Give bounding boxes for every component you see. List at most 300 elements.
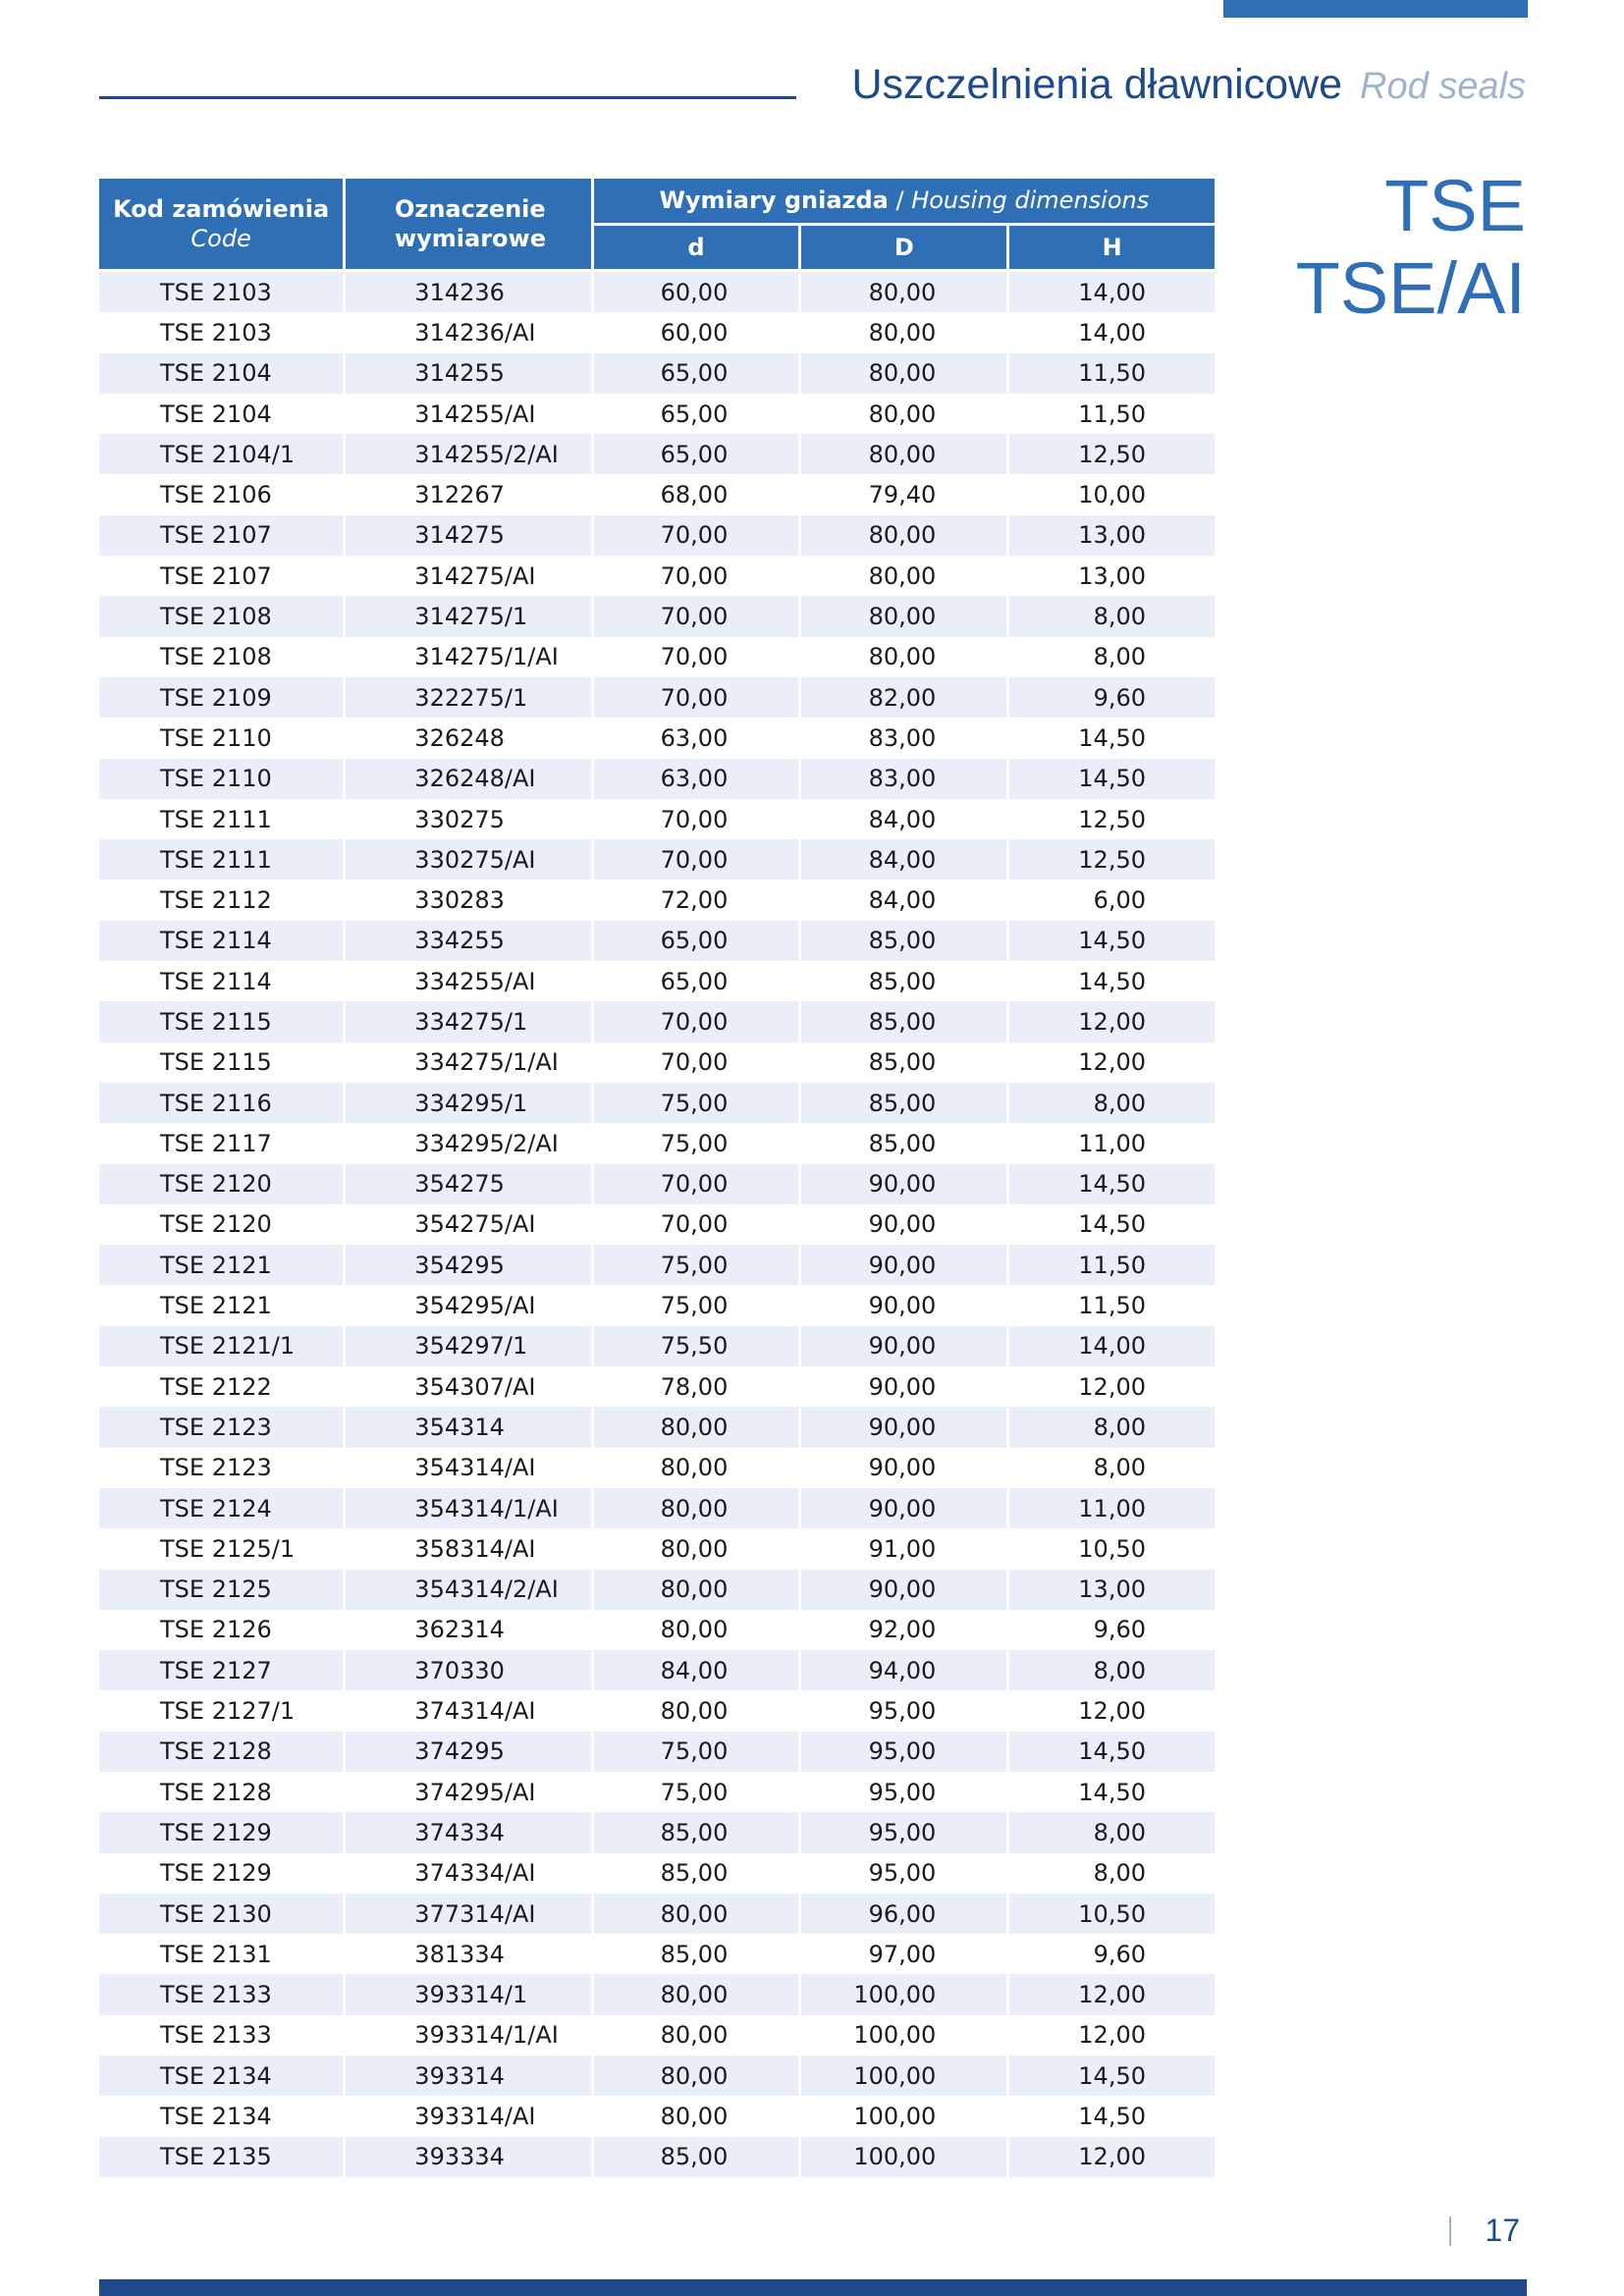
- cell-code: TSE 2127/1: [99, 1690, 343, 1731]
- cell-d: 78,00: [594, 1366, 799, 1407]
- cell-d: 85,00: [594, 1812, 799, 1852]
- cell-code: TSE 2129: [99, 1853, 343, 1894]
- cell-H: 12,50: [1009, 434, 1215, 474]
- cell-D: 80,00: [801, 515, 1006, 556]
- cell-d: 60,00: [594, 312, 799, 352]
- cell-designation: 326248: [346, 718, 590, 758]
- cell-d: 70,00: [594, 1164, 799, 1204]
- cell-H: 14,50: [1009, 2096, 1215, 2136]
- cell-designation: 374334/AI: [346, 1853, 590, 1894]
- cell-d: 80,00: [594, 1974, 799, 2014]
- table-row: [99, 312, 1215, 352]
- seal-dimensions-table: [96, 179, 1218, 2177]
- cell-code: TSE 2111: [99, 839, 343, 880]
- header-rule: [99, 96, 796, 99]
- cell-d: 75,00: [594, 1772, 799, 1812]
- cell-code: TSE 2131: [99, 1934, 343, 1974]
- cell-designation: 393334: [346, 2137, 590, 2177]
- cell-d: 80,00: [594, 1610, 799, 1650]
- cell-code: TSE 2135: [99, 2137, 343, 2177]
- cell-H: 14,50: [1009, 1164, 1215, 1204]
- table-row: [99, 759, 1215, 799]
- cell-code: TSE 2104/1: [99, 434, 343, 474]
- cell-code: TSE 2103: [99, 312, 343, 352]
- cell-D: 83,00: [801, 718, 1006, 758]
- cell-H: 14,50: [1009, 1772, 1215, 1812]
- cell-D: 94,00: [801, 1650, 1006, 1690]
- cell-designation: 314275/1: [346, 596, 590, 636]
- cell-code: TSE 2121/1: [99, 1326, 343, 1366]
- cell-designation: 370330: [346, 1650, 590, 1690]
- title-english: Rod seals: [1360, 66, 1526, 107]
- cell-d: 85,00: [594, 1934, 799, 1974]
- table-row: [99, 1245, 1215, 1285]
- cell-d: 80,00: [594, 1488, 799, 1528]
- table-row: [99, 961, 1215, 1001]
- cell-D: 85,00: [801, 1123, 1006, 1163]
- cell-D: 80,00: [801, 596, 1006, 636]
- cell-code: TSE 2126: [99, 1610, 343, 1650]
- cell-H: 14,50: [1009, 759, 1215, 799]
- cell-d: 70,00: [594, 799, 799, 839]
- cell-code: TSE 2104: [99, 353, 343, 394]
- cell-H: 8,00: [1009, 637, 1215, 677]
- cell-d: 65,00: [594, 394, 799, 434]
- cell-designation: 314236: [346, 272, 590, 312]
- cell-D: 80,00: [801, 394, 1006, 434]
- cell-designation: 314275: [346, 515, 590, 556]
- cell-code: TSE 2106: [99, 474, 343, 514]
- header-code: [99, 179, 343, 272]
- cell-D: 96,00: [801, 1894, 1006, 1934]
- cell-d: 80,00: [594, 1690, 799, 1731]
- table-row: [99, 718, 1215, 758]
- cell-designation: 354314: [346, 1407, 590, 1447]
- cell-D: 90,00: [801, 1285, 1006, 1325]
- cell-d: 60,00: [594, 272, 799, 312]
- cell-d: 68,00: [594, 474, 799, 514]
- cell-code: TSE 2127: [99, 1650, 343, 1690]
- cell-code: TSE 2103: [99, 272, 343, 312]
- cell-H: 8,00: [1009, 1407, 1215, 1447]
- cell-d: 65,00: [594, 921, 799, 961]
- cell-d: 75,00: [594, 1285, 799, 1325]
- table-row: [99, 2096, 1215, 2136]
- cell-d: 63,00: [594, 759, 799, 799]
- cell-designation: 330283: [346, 880, 590, 920]
- cell-designation: 377314/AI: [346, 1894, 590, 1934]
- cell-H: 11,50: [1009, 1245, 1215, 1285]
- cell-D: 85,00: [801, 1042, 1006, 1083]
- cell-H: 12,00: [1009, 1001, 1215, 1041]
- table-row: [99, 1042, 1215, 1083]
- cell-H: 11,00: [1009, 1488, 1215, 1528]
- table-row: [99, 1123, 1215, 1163]
- cell-D: 80,00: [801, 556, 1006, 596]
- cell-d: 75,00: [594, 1245, 799, 1285]
- series-line-2: TSE/AI: [1295, 247, 1526, 329]
- cell-D: 79,40: [801, 474, 1006, 514]
- cell-designation: 393314/1/AI: [346, 2015, 590, 2056]
- table-row: [99, 353, 1215, 394]
- cell-d: 72,00: [594, 880, 799, 920]
- cell-code: TSE 2112: [99, 880, 343, 920]
- cell-H: 8,00: [1009, 1083, 1215, 1123]
- header-group-pl: Wymiary gniazda: [659, 187, 889, 215]
- table-row: [99, 1853, 1215, 1894]
- table-row: [99, 1894, 1215, 1934]
- cell-designation: 322275/1: [346, 677, 590, 718]
- header-housing-dimensions: [594, 179, 1215, 226]
- cell-designation: 374295/AI: [346, 1772, 590, 1812]
- cell-designation: 393314/AI: [346, 2096, 590, 2136]
- table-row: [99, 2137, 1215, 2177]
- table-row: [99, 1001, 1215, 1041]
- header-d: d: [594, 226, 799, 273]
- cell-D: 90,00: [801, 1326, 1006, 1366]
- cell-D: 100,00: [801, 2015, 1006, 2056]
- cell-d: 70,00: [594, 637, 799, 677]
- cell-D: 92,00: [801, 1610, 1006, 1650]
- cell-d: 80,00: [594, 2015, 799, 2056]
- cell-d: 70,00: [594, 556, 799, 596]
- series-line-1: TSE: [1384, 165, 1526, 246]
- cell-code: TSE 2130: [99, 1894, 343, 1934]
- table-row: [99, 1934, 1215, 1974]
- cell-code: TSE 2115: [99, 1001, 343, 1041]
- cell-H: 12,00: [1009, 2137, 1215, 2177]
- cell-designation: 354295/AI: [346, 1285, 590, 1325]
- cell-H: 10,50: [1009, 1894, 1215, 1934]
- top-accent-tab: [1223, 0, 1528, 18]
- table-row: [99, 272, 1215, 312]
- cell-d: 70,00: [594, 1204, 799, 1245]
- table-row: [99, 1448, 1215, 1488]
- cell-designation: 362314: [346, 1610, 590, 1650]
- cell-D: 95,00: [801, 1690, 1006, 1731]
- cell-d: 80,00: [594, 1407, 799, 1447]
- cell-d: 80,00: [594, 1894, 799, 1934]
- table-row: [99, 1690, 1215, 1731]
- cell-D: 100,00: [801, 1974, 1006, 2014]
- cell-D: 90,00: [801, 1366, 1006, 1407]
- cell-D: 95,00: [801, 1772, 1006, 1812]
- cell-H: 13,00: [1009, 515, 1215, 556]
- series-label: [1296, 165, 1526, 330]
- cell-code: TSE 2108: [99, 637, 343, 677]
- cell-d: 80,00: [594, 1570, 799, 1610]
- cell-code: TSE 2116: [99, 1083, 343, 1123]
- title-polish: Uszczelnienia dławnicowe: [851, 61, 1343, 108]
- cell-designation: 354297/1: [346, 1326, 590, 1366]
- cell-H: 14,50: [1009, 718, 1215, 758]
- header-H: H: [1009, 226, 1215, 273]
- cell-H: 14,50: [1009, 2056, 1215, 2096]
- cell-d: 85,00: [594, 2137, 799, 2177]
- cell-H: 8,00: [1009, 1650, 1215, 1690]
- cell-H: 12,00: [1009, 1974, 1215, 2014]
- table-row: [99, 1204, 1215, 1245]
- table-row: [99, 1083, 1215, 1123]
- cell-designation: 334255/AI: [346, 961, 590, 1001]
- cell-D: 80,00: [801, 353, 1006, 394]
- cell-code: TSE 2134: [99, 2056, 343, 2096]
- cell-H: 10,00: [1009, 474, 1215, 514]
- table-row: [99, 880, 1215, 920]
- table-row: [99, 2056, 1215, 2096]
- cell-d: 75,00: [594, 1732, 799, 1772]
- cell-D: 90,00: [801, 1407, 1006, 1447]
- cell-H: 14,50: [1009, 1732, 1215, 1772]
- table-row: [99, 1974, 1215, 2014]
- table-row: [99, 596, 1215, 636]
- cell-designation: 330275/AI: [346, 839, 590, 880]
- cell-H: 9,60: [1009, 1934, 1215, 1974]
- cell-D: 90,00: [801, 1448, 1006, 1488]
- cell-D: 90,00: [801, 1570, 1006, 1610]
- cell-H: 12,00: [1009, 1690, 1215, 1731]
- cell-D: 90,00: [801, 1204, 1006, 1245]
- cell-D: 85,00: [801, 1001, 1006, 1041]
- table-row: [99, 1732, 1215, 1772]
- cell-d: 75,00: [594, 1083, 799, 1123]
- cell-H: 13,00: [1009, 556, 1215, 596]
- cell-d: 65,00: [594, 353, 799, 394]
- cell-H: 8,00: [1009, 596, 1215, 636]
- cell-designation: 354314/AI: [346, 1448, 590, 1488]
- cell-code: TSE 2121: [99, 1285, 343, 1325]
- cell-D: 90,00: [801, 1488, 1006, 1528]
- cell-code: TSE 2108: [99, 596, 343, 636]
- cell-d: 75,00: [594, 1123, 799, 1163]
- cell-code: TSE 2120: [99, 1164, 343, 1204]
- cell-H: 9,60: [1009, 677, 1215, 718]
- cell-D: 100,00: [801, 2056, 1006, 2096]
- cell-H: 9,60: [1009, 1610, 1215, 1650]
- table-row: [99, 1528, 1215, 1569]
- cell-H: 14,00: [1009, 272, 1215, 312]
- cell-H: 8,00: [1009, 1812, 1215, 1852]
- cell-D: 100,00: [801, 2096, 1006, 2136]
- cell-designation: 326248/AI: [346, 759, 590, 799]
- header-code-en: Code: [190, 225, 251, 252]
- table-row: [99, 839, 1215, 880]
- header-D: D: [801, 226, 1006, 273]
- cell-H: 11,50: [1009, 1285, 1215, 1325]
- cell-D: 95,00: [801, 1812, 1006, 1852]
- cell-D: 90,00: [801, 1245, 1006, 1285]
- cell-H: 12,00: [1009, 1366, 1215, 1407]
- cell-H: 12,00: [1009, 2015, 1215, 2056]
- cell-designation: 354307/AI: [346, 1366, 590, 1407]
- cell-d: 80,00: [594, 1448, 799, 1488]
- table-row: [99, 515, 1215, 556]
- cell-H: 8,00: [1009, 1853, 1215, 1894]
- page-number: 17: [1485, 2213, 1520, 2248]
- cell-designation: 312267: [346, 474, 590, 514]
- cell-designation: 393314/1: [346, 1974, 590, 2014]
- table-row: [99, 1570, 1215, 1610]
- cell-D: 80,00: [801, 272, 1006, 312]
- cell-D: 80,00: [801, 312, 1006, 352]
- cell-code: TSE 2125/1: [99, 1528, 343, 1569]
- cell-H: 14,50: [1009, 1204, 1215, 1245]
- cell-code: TSE 2134: [99, 2096, 343, 2136]
- cell-D: 100,00: [801, 2137, 1006, 2177]
- cell-H: 13,00: [1009, 1570, 1215, 1610]
- header-code-pl: Kod zamówienia: [113, 195, 330, 223]
- cell-designation: 314236/AI: [346, 312, 590, 352]
- cell-code: TSE 2123: [99, 1448, 343, 1488]
- cell-d: 85,00: [594, 1853, 799, 1894]
- cell-designation: 381334: [346, 1934, 590, 1974]
- cell-d: 80,00: [594, 1528, 799, 1569]
- cell-code: TSE 2128: [99, 1732, 343, 1772]
- table-row: [99, 474, 1215, 514]
- cell-code: TSE 2110: [99, 718, 343, 758]
- cell-D: 85,00: [801, 1083, 1006, 1123]
- cell-code: TSE 2123: [99, 1407, 343, 1447]
- cell-d: 70,00: [594, 515, 799, 556]
- cell-designation: 314255/AI: [346, 394, 590, 434]
- table-row: [99, 2015, 1215, 2056]
- cell-code: TSE 2110: [99, 759, 343, 799]
- cell-code: TSE 2117: [99, 1123, 343, 1163]
- cell-d: 70,00: [594, 596, 799, 636]
- cell-designation: 314275/1/AI: [346, 637, 590, 677]
- cell-designation: 374295: [346, 1732, 590, 1772]
- cell-designation: 334255: [346, 921, 590, 961]
- cell-d: 80,00: [594, 2056, 799, 2096]
- cell-H: 14,00: [1009, 312, 1215, 352]
- cell-H: 14,50: [1009, 921, 1215, 961]
- table-row: [99, 1407, 1215, 1447]
- cell-D: 85,00: [801, 921, 1006, 961]
- table-row: [99, 1650, 1215, 1690]
- cell-designation: 354314/2/AI: [346, 1570, 590, 1610]
- header-group-en: Housing dimensions: [911, 187, 1150, 215]
- cell-d: 84,00: [594, 1650, 799, 1690]
- table-row: [99, 799, 1215, 839]
- cell-code: TSE 2133: [99, 2015, 343, 2056]
- cell-d: 70,00: [594, 1042, 799, 1083]
- table-row: [99, 434, 1215, 474]
- cell-code: TSE 2115: [99, 1042, 343, 1083]
- cell-code: TSE 2114: [99, 921, 343, 961]
- cell-code: TSE 2128: [99, 1772, 343, 1812]
- cell-D: 80,00: [801, 637, 1006, 677]
- cell-D: 97,00: [801, 1934, 1006, 1974]
- cell-designation: 374314/AI: [346, 1690, 590, 1731]
- cell-designation: 330275: [346, 799, 590, 839]
- table-row: [99, 921, 1215, 961]
- cell-D: 80,00: [801, 434, 1006, 474]
- cell-code: TSE 2107: [99, 556, 343, 596]
- cell-designation: 358314/AI: [346, 1528, 590, 1569]
- cell-H: 11,00: [1009, 1123, 1215, 1163]
- table-row: [99, 1488, 1215, 1528]
- cell-code: TSE 2109: [99, 677, 343, 718]
- cell-designation: 354314/1/AI: [346, 1488, 590, 1528]
- table-row: [99, 637, 1215, 677]
- cell-code: TSE 2129: [99, 1812, 343, 1852]
- cell-code: TSE 2125: [99, 1570, 343, 1610]
- cell-D: 90,00: [801, 1164, 1006, 1204]
- cell-code: TSE 2111: [99, 799, 343, 839]
- table-row: [99, 1164, 1215, 1204]
- cell-designation: 334275/1: [346, 1001, 590, 1041]
- cell-H: 10,50: [1009, 1528, 1215, 1569]
- cell-code: TSE 2107: [99, 515, 343, 556]
- cell-H: 11,50: [1009, 394, 1215, 434]
- table-row: [99, 1366, 1215, 1407]
- cell-D: 82,00: [801, 677, 1006, 718]
- cell-code: TSE 2133: [99, 1974, 343, 2014]
- cell-D: 84,00: [801, 880, 1006, 920]
- cell-D: 84,00: [801, 799, 1006, 839]
- cell-designation: 314255: [346, 353, 590, 394]
- cell-designation: 354295: [346, 1245, 590, 1285]
- header-designation-text: Oznaczenie wymiarowe: [394, 195, 546, 252]
- cell-D: 85,00: [801, 961, 1006, 1001]
- cell-H: 12,50: [1009, 799, 1215, 839]
- cell-d: 80,00: [594, 2096, 799, 2136]
- header-group-sep: /: [888, 187, 912, 215]
- cell-H: 8,00: [1009, 1448, 1215, 1488]
- table-row: [99, 1772, 1215, 1812]
- header-designation: [346, 179, 590, 272]
- cell-d: 65,00: [594, 961, 799, 1001]
- cell-D: 95,00: [801, 1732, 1006, 1772]
- cell-designation: 374334: [346, 1812, 590, 1852]
- cell-code: TSE 2122: [99, 1366, 343, 1407]
- cell-designation: 393314: [346, 2056, 590, 2096]
- cell-d: 70,00: [594, 1001, 799, 1041]
- cell-D: 83,00: [801, 759, 1006, 799]
- table-row: [99, 1326, 1215, 1366]
- cell-designation: 354275/AI: [346, 1204, 590, 1245]
- page-number-divider: [1449, 2216, 1451, 2246]
- cell-d: 63,00: [594, 718, 799, 758]
- page-title: [851, 61, 1526, 109]
- cell-D: 84,00: [801, 839, 1006, 880]
- table-row: [99, 394, 1215, 434]
- cell-designation: 334295/1: [346, 1083, 590, 1123]
- cell-code: TSE 2104: [99, 394, 343, 434]
- cell-code: TSE 2121: [99, 1245, 343, 1285]
- cell-D: 95,00: [801, 1853, 1006, 1894]
- cell-d: 70,00: [594, 677, 799, 718]
- table-body: [99, 272, 1215, 2177]
- cell-designation: 314255/2/AI: [346, 434, 590, 474]
- cell-designation: 334295/2/AI: [346, 1123, 590, 1163]
- table-row: [99, 1285, 1215, 1325]
- cell-H: 11,50: [1009, 353, 1215, 394]
- cell-designation: 334275/1/AI: [346, 1042, 590, 1083]
- table-row: [99, 1610, 1215, 1650]
- table-row: [99, 1812, 1215, 1852]
- cell-H: 14,50: [1009, 961, 1215, 1001]
- cell-code: TSE 2120: [99, 1204, 343, 1245]
- footer-bar: [99, 2279, 1527, 2296]
- cell-code: TSE 2114: [99, 961, 343, 1001]
- cell-H: 12,00: [1009, 1042, 1215, 1083]
- cell-D: 91,00: [801, 1528, 1006, 1569]
- cell-designation: 354275: [346, 1164, 590, 1204]
- cell-code: TSE 2124: [99, 1488, 343, 1528]
- cell-H: 6,00: [1009, 880, 1215, 920]
- cell-d: 70,00: [594, 839, 799, 880]
